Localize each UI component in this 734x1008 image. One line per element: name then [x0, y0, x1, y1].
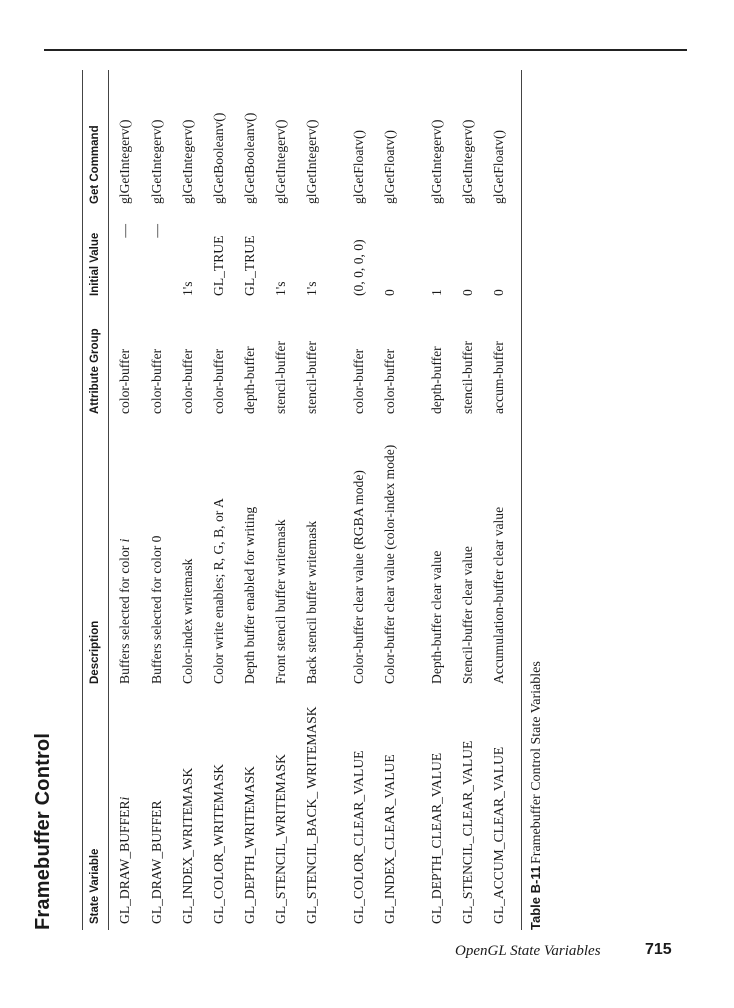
cell-state-variable: GL_STENCIL_CLEAR_VALUE: [460, 740, 476, 924]
cell-attribute-group: color-buffer: [351, 348, 367, 414]
cell-description: Front stencil buffer writemask: [273, 519, 289, 684]
page-number: 715: [645, 941, 672, 958]
state-variable-suffix: i: [117, 796, 133, 801]
header-state-variable: State Variable: [83, 690, 109, 930]
cell-description: [109, 420, 150, 690]
header-attribute-group: Attribute Group: [83, 302, 109, 420]
cell-description: Depth-buffer clear value: [429, 550, 445, 684]
description-suffix: i: [117, 538, 133, 543]
cell-initial-value: 1's: [180, 281, 196, 296]
table-row: [149, 70, 180, 930]
cell-get-command: glGetBooleanv(): [242, 112, 258, 204]
cell-description: Color-buffer clear value (RGBA mode): [351, 470, 367, 684]
cell-attribute-group: stencil-buffer: [304, 341, 320, 414]
table-row: [304, 70, 351, 930]
cell-state-variable: GL_STENCIL_WRITEMASK: [273, 754, 289, 924]
cell-state-variable: GL_DRAW_BUFFER: [149, 800, 165, 924]
running-title: OpenGL State Variables: [455, 943, 601, 959]
cell-description: Color write enables; R, G, B, or A: [211, 498, 227, 684]
cell-get-command: glGetFloatv(): [382, 130, 398, 204]
cell-attribute-group: depth-buffer: [242, 346, 258, 414]
cell-attribute-group: color-buffer: [211, 348, 227, 414]
cell-description: Color-index writemask: [180, 558, 196, 684]
table-header-row: [83, 70, 109, 930]
cell-state-variable: [109, 690, 150, 930]
section-title: Framebuffer Control: [32, 732, 54, 930]
cell-get-command: glGetBooleanv(): [211, 112, 227, 204]
cell-description: Color-buffer clear value (color-index mode): [382, 444, 398, 684]
table-row: [211, 70, 242, 930]
cell-state-variable: GL_DEPTH_CLEAR_VALUE: [429, 752, 445, 924]
rotated-table-block: [32, 70, 692, 930]
cell-get-command: glGetIntegerv(): [117, 119, 133, 204]
cell-get-command: glGetIntegerv(): [460, 119, 476, 204]
cell-initial-value: 1's: [304, 281, 320, 296]
table-row: [242, 70, 273, 930]
cell-attribute-group: depth-buffer: [429, 346, 445, 414]
cell-description: Back stencil buffer writemask: [304, 520, 320, 684]
cell-initial-value: (0, 0, 0, 0): [351, 239, 367, 296]
cell-get-command: glGetIntegerv(): [149, 119, 165, 204]
cell-attribute-group: color-buffer: [149, 348, 165, 414]
cell-description: Buffers selected for color 0: [149, 535, 165, 684]
table-row: [429, 70, 460, 930]
table-row: [351, 70, 382, 930]
cell-get-command: glGetFloatv(): [491, 70, 522, 210]
cell-get-command: glGetFloatv(): [351, 130, 367, 204]
cell-state-variable: GL_ACCUM_CLEAR_VALUE: [491, 690, 522, 930]
cell-initial-value: 0: [491, 210, 522, 302]
cell-initial-value: 0: [382, 289, 398, 296]
cell-initial-value: —: [149, 224, 165, 238]
caption-number: Table B-11: [528, 865, 543, 930]
header-get-command: Get Command: [83, 70, 109, 210]
state-variable-name: GL_DRAW_BUFFER: [117, 800, 133, 924]
cell-initial-value: —: [117, 224, 133, 238]
cell-state-variable: GL_INDEX_CLEAR_VALUE: [382, 754, 398, 924]
cell-attribute-group: stencil-buffer: [460, 341, 476, 414]
cell-initial-value: GL_TRUE: [211, 235, 227, 296]
cell-get-command: glGetIntegerv(): [180, 119, 196, 204]
caption-text: Framebuffer Control State Variables: [529, 661, 544, 864]
cell-description: Accumulation-buffer clear value: [491, 420, 522, 690]
cell-get-command: glGetIntegerv(): [304, 119, 320, 204]
cell-state-variable: GL_STENCIL_BACK_ WRITEMASK: [304, 706, 320, 924]
cell-state-variable: GL_COLOR_WRITEMASK: [211, 763, 227, 924]
table-row: [460, 70, 491, 930]
cell-get-command: glGetIntegerv(): [429, 119, 445, 204]
table-row: [109, 70, 150, 930]
table-row: [180, 70, 211, 930]
cell-attribute-group: color-buffer: [117, 348, 133, 414]
cell-description: Stencil-buffer clear value: [460, 546, 476, 684]
cell-initial-value: GL_TRUE: [242, 235, 258, 296]
cell-attribute-group: color-buffer: [180, 348, 196, 414]
cell-attribute-group: stencil-buffer: [273, 341, 289, 414]
cell-initial-value: 0: [460, 289, 476, 296]
header-description: Description: [83, 420, 109, 690]
table-row: [273, 70, 304, 930]
cell-state-variable: GL_INDEX_WRITEMASK: [180, 767, 196, 924]
table-row: [382, 70, 429, 930]
description-text: Buffers selected for color: [117, 542, 133, 684]
cell-state-variable: GL_DEPTH_WRITEMASK: [242, 766, 258, 924]
table-row: [491, 70, 522, 930]
cell-description: Depth buffer enabled for writing: [242, 506, 258, 684]
cell-state-variable: GL_COLOR_CLEAR_VALUE: [351, 750, 367, 924]
framebuffer-state-table: [82, 70, 522, 930]
table-caption: [528, 661, 545, 930]
cell-attribute-group: color-buffer: [382, 348, 398, 414]
header-initial-value: Initial Value: [83, 210, 109, 302]
cell-initial-value: 1's: [273, 281, 289, 296]
top-rule: [44, 49, 687, 51]
cell-initial-value: 1: [429, 289, 445, 296]
cell-attribute-group: accum-buffer: [491, 302, 522, 420]
cell-get-command: glGetIntegerv(): [273, 119, 289, 204]
